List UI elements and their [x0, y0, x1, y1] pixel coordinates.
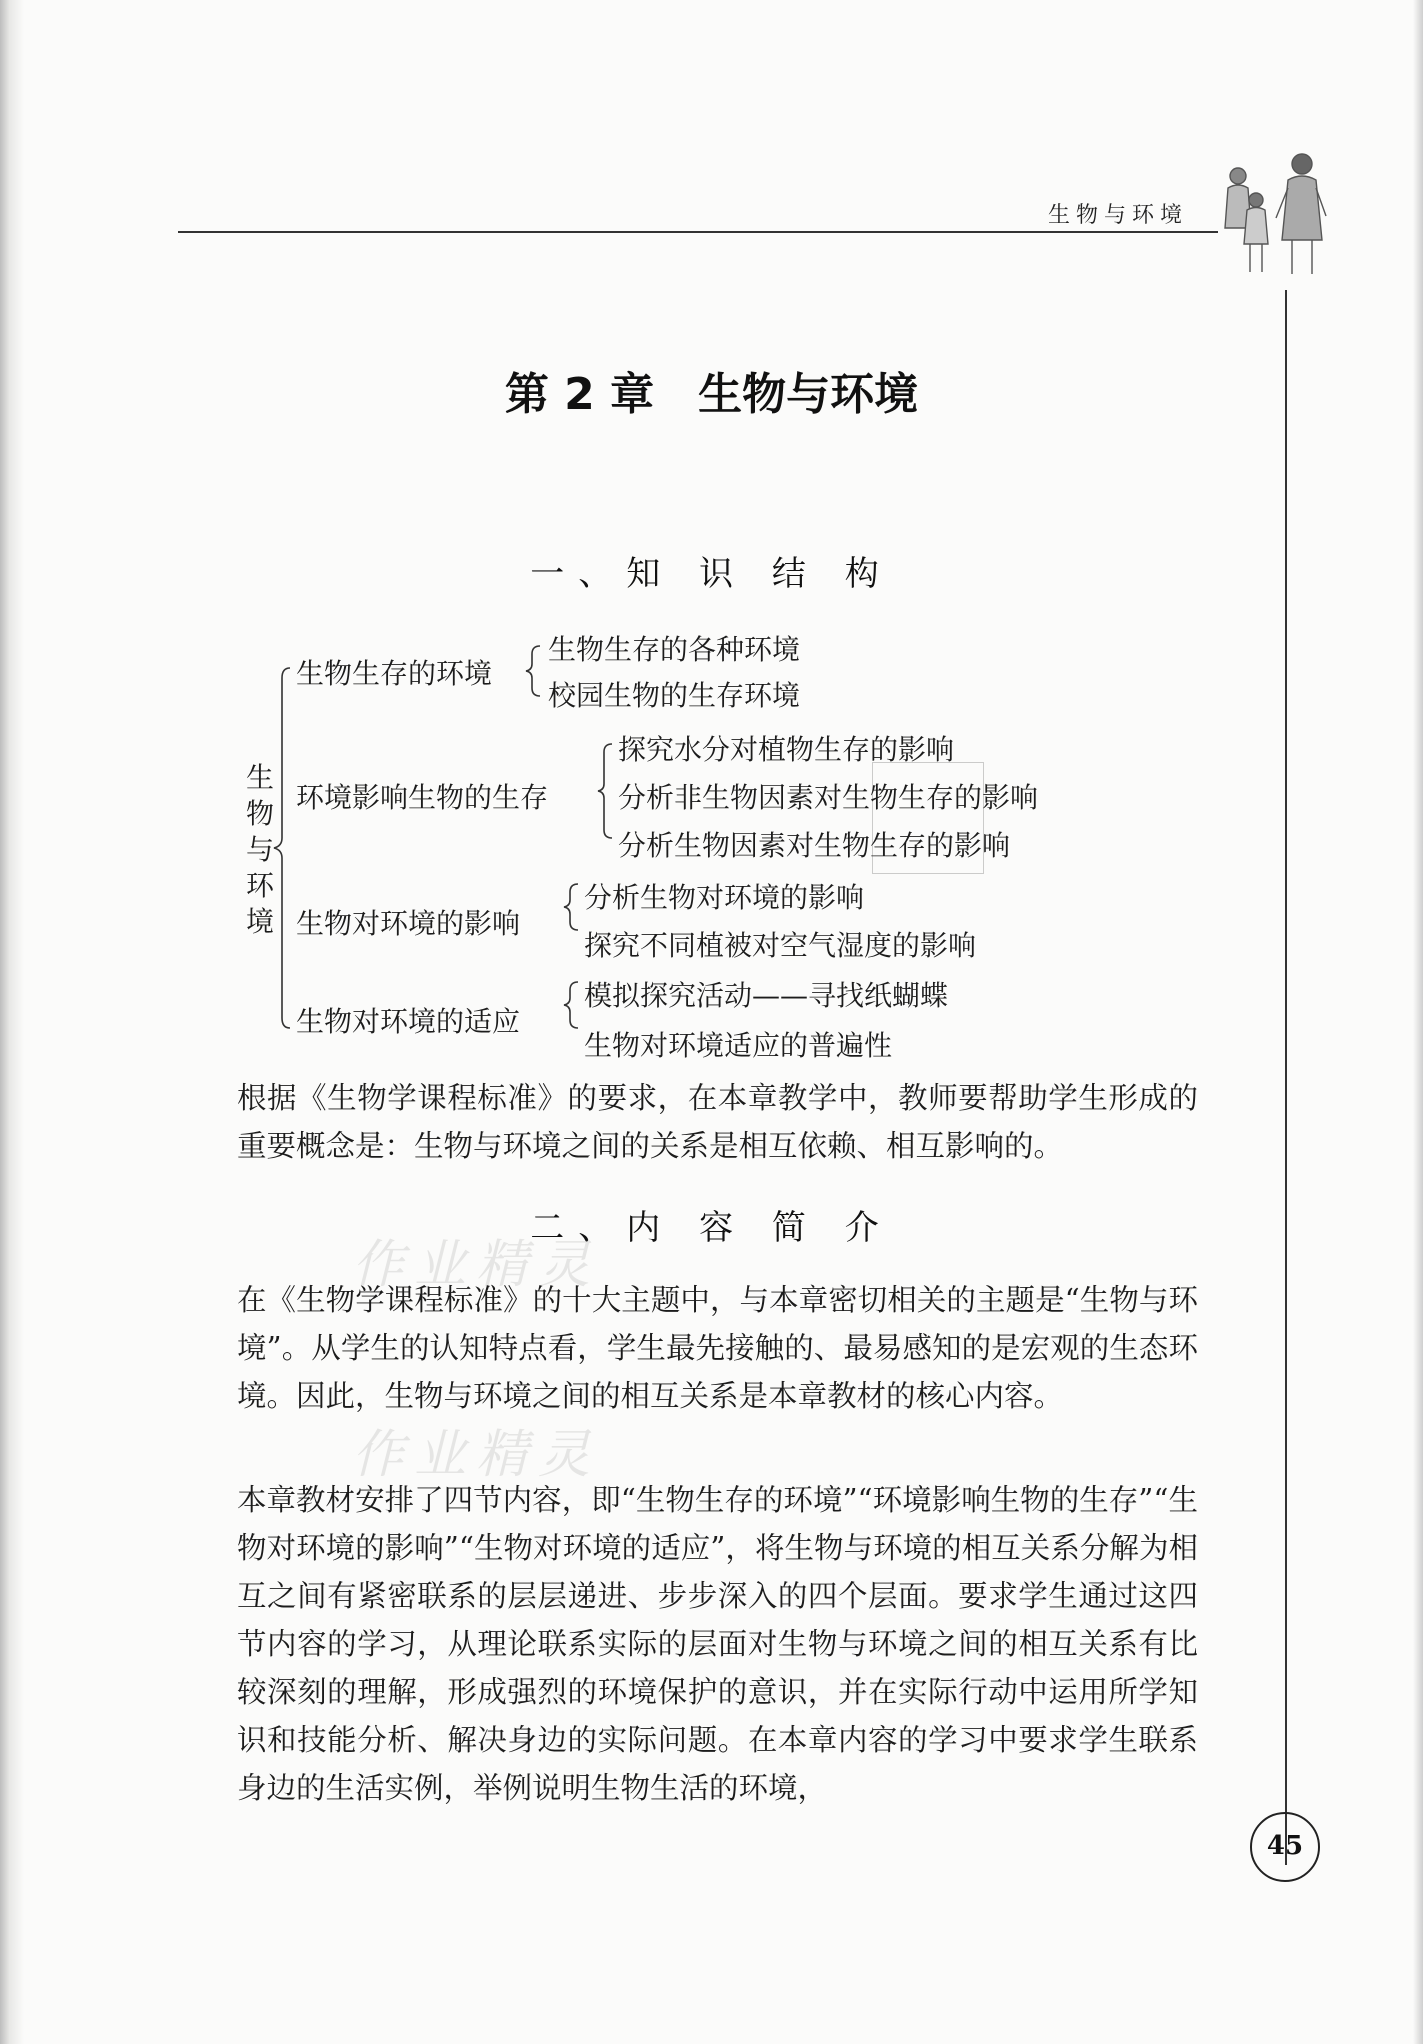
tree-leaf: 分析生物因素对生物生存的影响 [618, 829, 1011, 862]
tree-branch-label: 生物对环境的适应 [296, 1005, 521, 1038]
side-rule [1285, 290, 1287, 1865]
paragraph-text: 根据《生物学课程标准》的要求，在本章教学中，教师要帮助学生形成的重要概念是：生物与环境之间的关系是相互依赖、相互影响的。 [237, 1081, 1198, 1163]
header-rule [178, 231, 1218, 233]
standards-note-paragraph [178, 1074, 1198, 1170]
tree-branch-label: 生物生存的环境 [296, 657, 493, 690]
page-number: 45 [1250, 1812, 1320, 1882]
stamp-mark [872, 762, 984, 874]
tree-leaf: 分析非生物因素对生物生存的影响 [618, 781, 1039, 814]
intro-paragraph-2 [178, 1476, 1198, 1812]
tree-root-char: 物 [245, 797, 274, 830]
intro-paragraph-1 [178, 1276, 1198, 1420]
tree-root-char: 与 [245, 833, 274, 866]
watermark: 作业精灵 [352, 1425, 601, 1485]
tree-brace-3 [564, 884, 578, 930]
tree-leaf: 模拟探究活动——寻找纸蝴蝶 [584, 979, 949, 1012]
tree-root-char: 生 [245, 761, 274, 794]
teacher-students-illustration [1220, 148, 1338, 278]
tree-leaf: 探究不同植被对空气湿度的影响 [584, 929, 977, 962]
watermark: 作业精灵 [352, 1235, 601, 1295]
tree-root-char: 境 [245, 905, 274, 938]
section-title-content-intro: 二、内 容 简 介 [530, 1208, 893, 1248]
tree-leaf: 探究水分对植物生存的影响 [618, 733, 955, 766]
tree-leaf: 生物生存的各种环境 [548, 633, 801, 666]
paragraph-text: 本章教材安排了四节内容，即“生物生存的环境”“环境影响生物的生存”“生物对环境的影响”“生物对环境的适应”，将生物与环境的相互关系分解为相互之间有紧密联系的层层递进、步步深入的四个层面。要求学生通过这四节内容的学习，从理论联系实际的层面对生物与环境之间的相互关系有比较深刻的理解，形成强烈的环境保护的意识，并在实际行动中运用所学知识和技能分析、解决身边的实际问题。在本章内容的学习中要求学生联系身边的生活实例，举例说明生物生活的环境， [237, 1483, 1198, 1805]
tree-brace-4 [564, 982, 578, 1028]
tree-branch-label: 环境影响生物的生存 [296, 781, 549, 814]
section-title-knowledge-structure: 一、知 识 结 构 [530, 554, 893, 594]
tree-leaf: 生物对环境适应的普遍性 [584, 1029, 893, 1062]
running-header-title: 生物与环境 [1048, 203, 1189, 228]
tree-leaf: 校园生物的生存环境 [548, 679, 801, 712]
page-edge [1413, 0, 1423, 2044]
tree-branch-label: 生物对环境的影响 [296, 907, 521, 940]
paragraph-text: 在《生物学课程标准》的十大主题中，与本章密切相关的主题是“生物与环境”。从学生的认知特点看，学生最先接触的、最易感知的是宏观的生态环境。因此，生物与环境之间的相互关系是本章教材的核心内容。 [237, 1283, 1198, 1413]
tree-root-char: 环 [245, 869, 274, 902]
chapter-title: 第 2 章 生物与环境 [504, 369, 919, 420]
page-binding-shadow [0, 0, 24, 2044]
tree-brace-2 [598, 744, 612, 838]
tree-leaf: 分析生物对环境的影响 [584, 881, 865, 914]
tree-brace-1 [526, 646, 540, 696]
tree-root [242, 760, 278, 940]
